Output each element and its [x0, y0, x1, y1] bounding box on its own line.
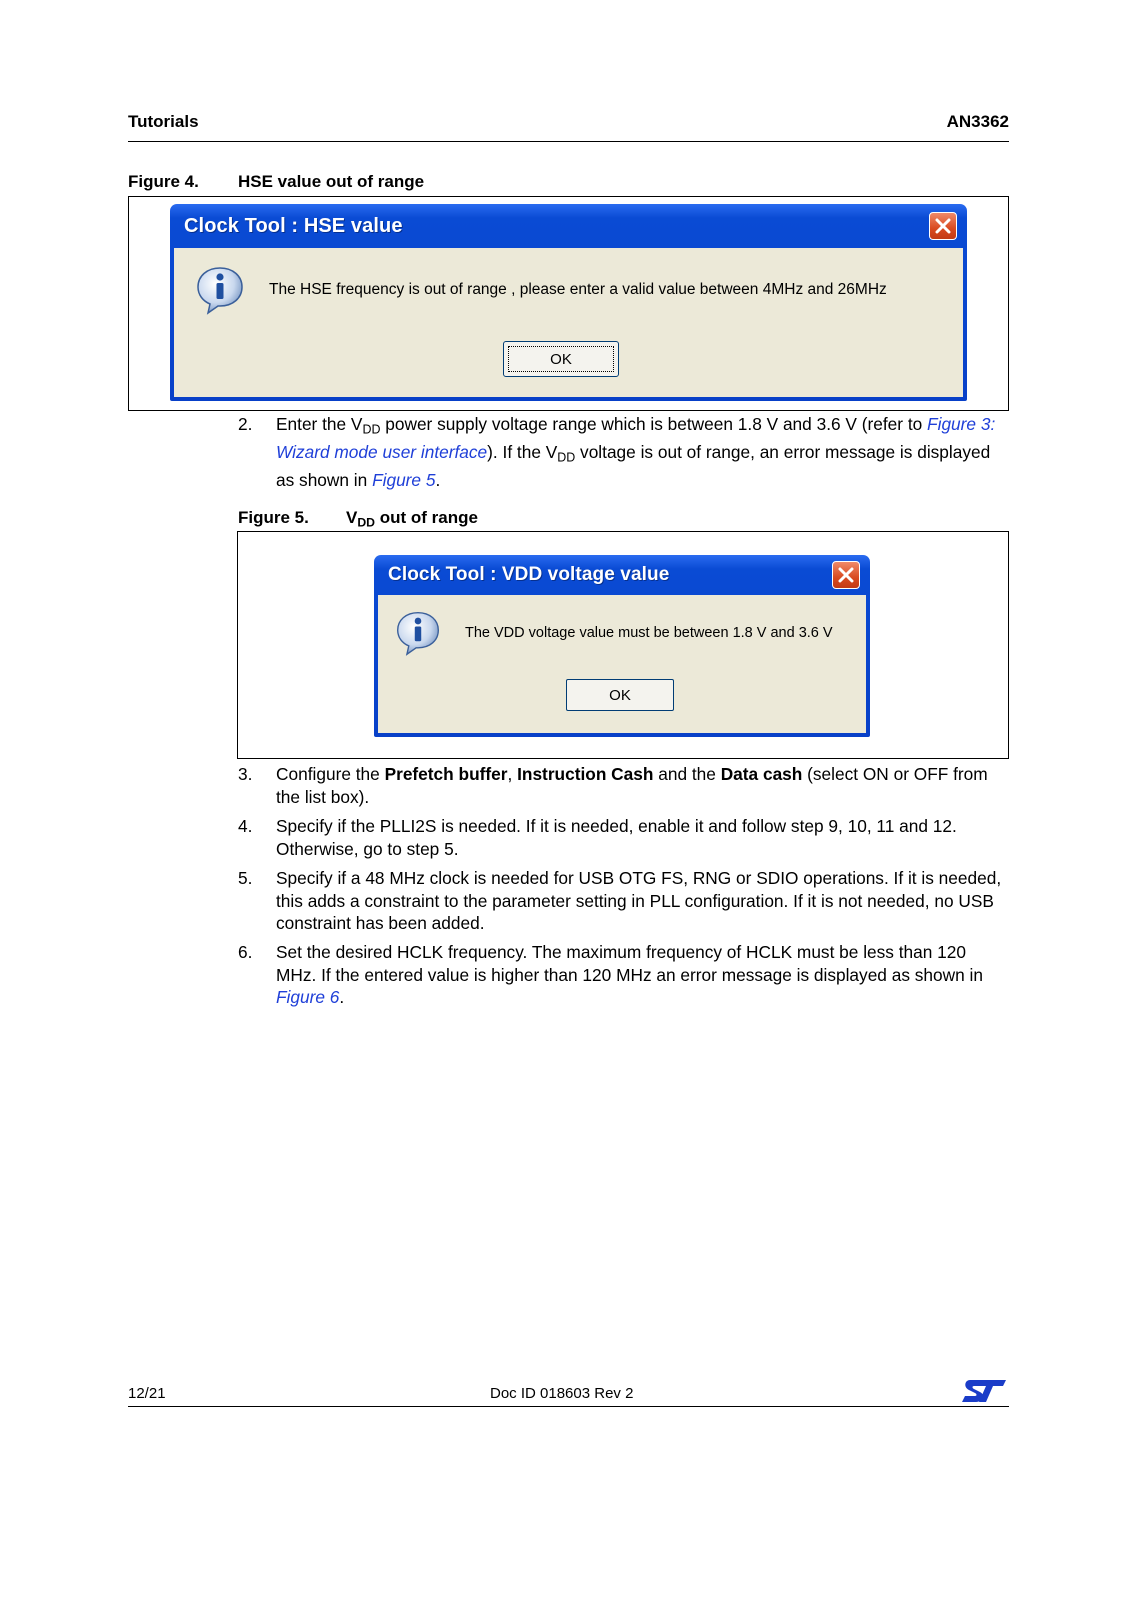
- step-3-text-b: ,: [507, 764, 518, 784]
- vdd-dialog: [374, 555, 870, 737]
- figure5-title-v: V: [346, 508, 358, 527]
- figure4-number: Figure 4.: [128, 172, 199, 191]
- step-6-text-b: .: [339, 987, 345, 1007]
- vdd-subscript: DD: [362, 422, 381, 437]
- vdd-dialog-title: Clock Tool : VDD voltage value: [388, 564, 670, 585]
- vdd-dialog-titlebar[interactable]: [378, 555, 866, 595]
- step-3-text-c: and the: [653, 764, 721, 784]
- hse-dialog: [170, 204, 967, 401]
- step-3-text-a: Configure the: [276, 764, 385, 784]
- vdd-subscript: DD: [557, 450, 576, 465]
- page-number: 12/21: [128, 1385, 166, 1402]
- step-2-text-b: power supply voltage range which is between 1.8 V and 3.6 V (refer to: [380, 414, 923, 434]
- step-5: [238, 867, 1018, 937]
- doc-id: Doc ID 018603 Rev 2: [490, 1385, 634, 1402]
- header-rule: [128, 141, 1009, 142]
- step-3-text: [276, 763, 1004, 808]
- step-2-number: 2.: [238, 414, 253, 434]
- close-icon: [838, 567, 854, 583]
- figure4-caption: [128, 172, 424, 192]
- hse-dialog-close-button[interactable]: [929, 212, 957, 240]
- vdd-ok-button[interactable]: [566, 679, 674, 711]
- step-3-text-d: (select ON or OFF from the list box).: [276, 764, 988, 807]
- info-icon: [394, 609, 442, 657]
- figure5-number: Figure 5.: [238, 508, 309, 527]
- vdd-dialog-close-button[interactable]: [832, 561, 860, 589]
- data-cash-term: Data cash: [720, 764, 803, 784]
- figure6-link[interactable]: Figure 6: [276, 987, 340, 1007]
- figure5-frame: [237, 531, 1009, 759]
- running-header-right: AN3362: [946, 112, 1009, 131]
- vdd-ok-label: OK: [609, 686, 631, 704]
- step-2-text-d: voltage is out of range, an error message is displayed as shown in: [276, 442, 991, 491]
- step-2-text-e: .: [435, 470, 441, 491]
- hse-dialog-titlebar[interactable]: [174, 204, 963, 248]
- hse-dialog-title: Clock Tool : HSE value: [184, 215, 403, 237]
- step-6-text: [276, 941, 1004, 1009]
- step-3: [238, 763, 1018, 809]
- step-4-text: Specify if the PLLI2S is needed. If it is needed, enable it and follow step 9, 10, 11 and 12. Otherwise, go to step 5.: [276, 816, 957, 859]
- step-4-number: 4.: [238, 816, 253, 836]
- step-3-number: 3.: [238, 764, 253, 784]
- step-6: [238, 941, 1018, 1011]
- step-6-text-a: Set the desired HCLK frequency. The maximum frequency of HCLK must be less than 120 MHz. If the entered value is higher than 120 MHz an error message is displayed as shown in: [276, 942, 983, 985]
- step-2-text: [276, 413, 1004, 492]
- prefetch-buffer-term: Prefetch buffer: [384, 764, 508, 784]
- vdd-dialog-body: [378, 595, 866, 733]
- close-icon: [935, 218, 951, 234]
- vdd-dialog-message: The VDD voltage value must be between 1.8 V and 3.6 V: [465, 625, 833, 641]
- figure3-link[interactable]: Figure 3: Wizard mode user interface: [276, 414, 996, 463]
- hse-ok-label: OK: [508, 346, 614, 372]
- figure4-frame: [128, 196, 1009, 411]
- step-6-number: 6.: [238, 942, 253, 962]
- hse-dialog-body: [174, 248, 963, 397]
- st-logo-icon: [960, 1378, 1008, 1404]
- figure5-title-sub: DD: [357, 515, 376, 530]
- hse-dialog-message: The HSE frequency is out of range , please enter a valid value between 4MHz and 26MHz: [269, 281, 887, 298]
- instruction-cash-term: Instruction Cash: [517, 764, 654, 784]
- step-2-text-a: Enter the V: [276, 414, 363, 434]
- step-5-number: 5.: [238, 868, 253, 888]
- figure5-title-rest: out of range: [375, 508, 478, 527]
- step-2: [238, 413, 1018, 491]
- figure4-title: HSE value out of range: [238, 172, 425, 191]
- step-5-text: Specify if a 48 MHz clock is needed for USB OTG FS, RNG or SDIO operations. If it is needed, this adds a constraint to the parameter setting in PLL configuration. If it is not needed, no USB constraint has been added.: [276, 868, 1002, 933]
- figure5-caption: [238, 508, 478, 530]
- running-header-left: Tutorials: [128, 112, 199, 131]
- hse-ok-button[interactable]: [503, 341, 619, 377]
- footer-rule: [128, 1406, 1009, 1407]
- step-4: [238, 815, 1018, 861]
- info-icon: [194, 264, 246, 316]
- step-2-text-c: ). If the V: [487, 442, 558, 463]
- figure5-link[interactable]: Figure 5: [372, 470, 436, 491]
